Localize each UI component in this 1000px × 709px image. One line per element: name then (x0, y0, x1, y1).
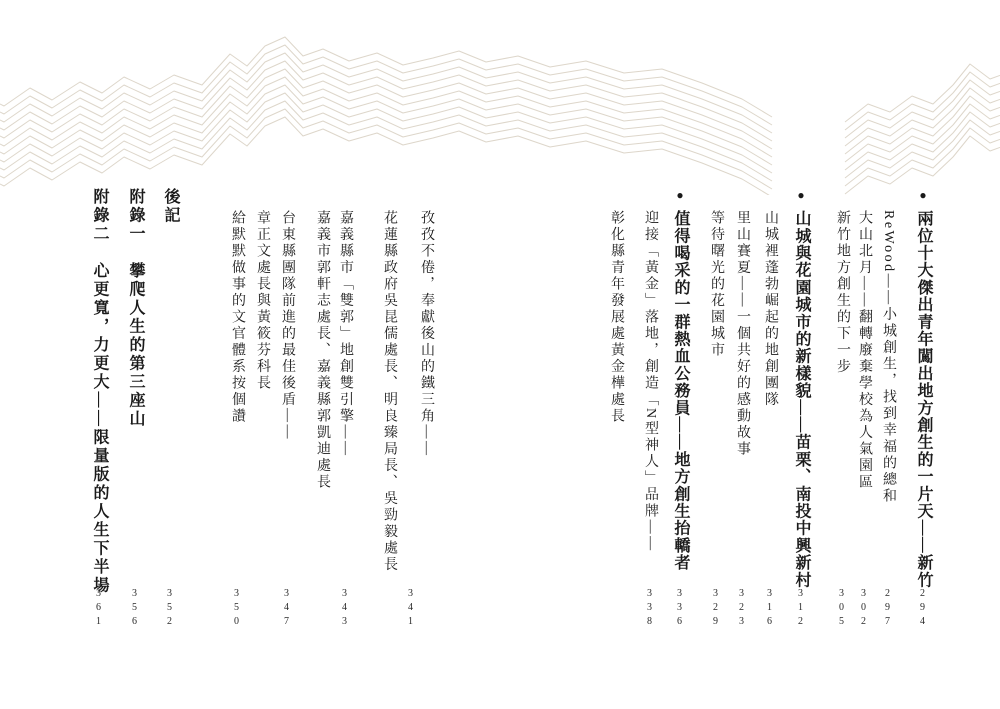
page-number: 336 (674, 588, 685, 630)
table-of-contents (0, 188, 1000, 653)
chapter-bullet-icon: ● (673, 188, 687, 202)
entry-title: 後記 (162, 188, 179, 225)
mountain-contour-decoration (0, 0, 1000, 195)
toc-section-entry (878, 188, 898, 646)
toc-chapter-entry (910, 188, 936, 646)
page-number: 316 (764, 588, 775, 630)
page-number: 352 (164, 588, 175, 630)
entry-title-text: 值得喝采的一群熱血公務員——地方創生抬轎者 (672, 210, 689, 572)
page-number: 312 (795, 588, 806, 630)
entry-title-text: 山城與花園城市的新樣貌——苗栗、南投中興新村 (793, 210, 810, 589)
entry-title: 山城裡蓬勃崛起的地創團隊 (763, 210, 778, 408)
toc-backmatter-entry (157, 188, 183, 646)
entry-title: 嘉義縣市「雙郭」地創雙引擎—— (338, 210, 353, 458)
page-number: 361 (93, 588, 104, 630)
toc-section-entry (252, 188, 297, 646)
entry-title: 里山賽夏——一個共好的感動故事 (735, 210, 750, 458)
entry-title (910, 188, 936, 646)
entry-title: 附錄二 心更寬，力更大——限量版的人生下半場 (91, 188, 108, 595)
toc-section-entry (312, 188, 355, 646)
page-number: 347 (281, 588, 292, 630)
toc-section-entry (706, 188, 726, 646)
page-number: 297 (882, 588, 893, 630)
toc-section-entry (606, 188, 660, 646)
toc-section-entry (227, 188, 247, 646)
entry-title: ReWood——小城創生，找到幸福的總和 (881, 210, 896, 505)
toc-section-entry (832, 188, 852, 646)
page-number: 302 (858, 588, 869, 630)
entry-title: 迎接「黃金」落地，創造「N型神人」品牌—— (643, 210, 658, 553)
entry-title: 等待曙光的花園城市 (709, 210, 724, 359)
toc-section-entry (732, 188, 752, 646)
entry-title: 台東縣團隊前進的最佳後盾—— (280, 210, 295, 441)
page-number: 294 (917, 588, 928, 630)
page-number: 350 (231, 588, 242, 630)
toc-section-entry (854, 188, 874, 646)
entry-title: 大山北月——翻轉廢棄學校為人氣園區 (857, 210, 872, 491)
entry-title: 新竹地方創生的下一步 (835, 210, 850, 375)
entry-continuation: 嘉義市郭軒志處長、嘉義縣郭凱迪處長 (315, 210, 330, 491)
entry-title: 給默默做事的文官體系按個讚 (230, 210, 245, 425)
toc-chapter-entry (667, 188, 693, 646)
page-number: 329 (710, 588, 721, 630)
page-number: 356 (129, 588, 140, 630)
toc-backmatter-entry (122, 188, 148, 646)
entry-title: 孜孜不倦，奉獻後山的鐵三角—— (419, 210, 434, 458)
toc-chapter-entry (788, 188, 814, 646)
entry-continuation: 章正文處長與黃筱芬科長 (255, 210, 270, 392)
toc-section-entry (378, 188, 436, 646)
page-number: 341 (405, 588, 416, 630)
entry-title: 附錄一 攀爬人生的第三座山 (127, 188, 144, 429)
toc-backmatter-entry (86, 188, 112, 646)
page-number: 343 (339, 588, 350, 630)
entry-title-text: 兩位十大傑出青年闖出地方創生的一片天——新竹 (915, 210, 932, 589)
chapter-bullet-icon: ● (916, 188, 930, 202)
page-number: 305 (836, 588, 847, 630)
chapter-bullet-icon: ● (794, 188, 808, 202)
entry-continuation: 彰化縣青年發展處黃金樺處長 (609, 210, 624, 425)
entry-title (667, 188, 693, 646)
entry-title (788, 188, 814, 646)
toc-section-entry (760, 188, 780, 646)
page-number: 323 (736, 588, 747, 630)
entry-continuation: 花蓮縣政府吳昆儒處長、明良臻局長、吳勁毅處長 (382, 210, 397, 573)
page-number: 338 (644, 588, 655, 630)
